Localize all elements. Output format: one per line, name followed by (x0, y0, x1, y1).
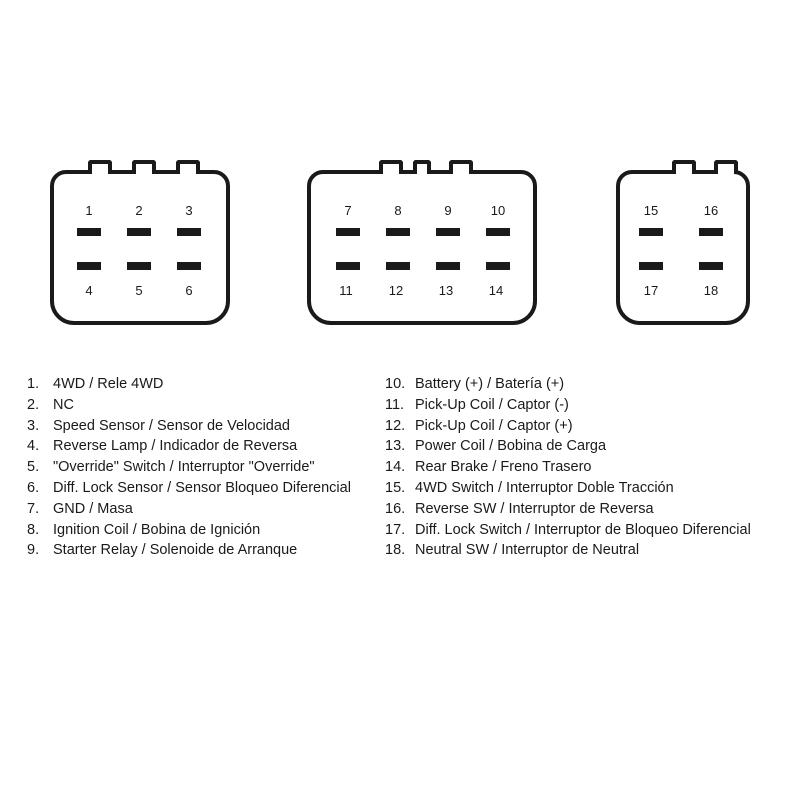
legend-item (385, 478, 785, 499)
legend-label: GND / Masa (53, 500, 133, 517)
pin-number: 9 (444, 203, 452, 218)
connector-8-pin (307, 150, 537, 330)
legend-label: Neutral SW / Interruptor de Neutral (415, 542, 640, 559)
legend-index: 10. (385, 376, 406, 392)
legend-label: Starter Relay / Solenoide de Arranque (53, 542, 298, 559)
tab-mask (718, 168, 734, 176)
legend-item (27, 540, 377, 561)
legend-item (385, 540, 785, 561)
pin-number: 13 (438, 283, 454, 298)
legend-label: Rear Brake / Freno Trasero (415, 459, 592, 476)
pin-number: 4 (85, 283, 93, 298)
pin-contact (77, 262, 101, 270)
legend-index: 3. (27, 417, 40, 434)
connectors-group (0, 150, 800, 350)
legend-item (385, 436, 785, 457)
pin-contact (177, 228, 201, 236)
legend-label: Pick-Up Coil / Captor (-) (415, 396, 569, 413)
legend-item (27, 416, 377, 437)
pin-contact (386, 228, 410, 236)
legend-column-left (27, 374, 377, 561)
legend-item (27, 457, 377, 478)
legend-index: 15. (385, 479, 406, 496)
pin-contact (336, 262, 360, 270)
pin-number: 18 (703, 283, 719, 298)
pin-contact (77, 228, 101, 236)
pin-contact (486, 228, 510, 236)
pin-number: 5 (135, 283, 143, 298)
pin-number: 11 (339, 283, 353, 298)
connector-body (50, 170, 230, 325)
legend-label: 4WD / Rele 4WD (53, 376, 164, 392)
legend-label: NC (53, 396, 74, 413)
legend-index: 6. (27, 479, 40, 496)
legend-label: "Override" Switch / Interruptor "Override" (53, 459, 315, 476)
tab-mask (92, 168, 108, 176)
legend-index: 8. (27, 521, 40, 538)
legend-index: 1. (27, 376, 40, 392)
pin-contact (639, 228, 663, 236)
legend-label: Reverse Lamp / Indicador de Reversa (53, 438, 298, 455)
legend-item (385, 457, 785, 478)
legend-index: 13. (385, 438, 406, 455)
legend-index: 14. (385, 459, 406, 476)
legend-index: 7. (27, 500, 40, 517)
tab-mask (180, 168, 196, 176)
legend-item (27, 395, 377, 416)
pin-contact (699, 262, 723, 270)
pin-number: 15 (643, 203, 659, 218)
pin-number: 1 (85, 203, 93, 218)
pin-contact (127, 262, 151, 270)
pin-contact (127, 228, 151, 236)
tab-mask (136, 168, 152, 176)
legend-item (27, 374, 377, 395)
legend-label: Reverse SW / Interruptor de Reversa (415, 500, 654, 517)
tab-mask (453, 168, 469, 176)
legend-item (385, 374, 785, 395)
legend-column-right (385, 374, 785, 561)
legend-item (27, 478, 377, 499)
connector-6-pin (50, 150, 230, 330)
connector-body (616, 170, 750, 325)
legend-item (27, 520, 377, 541)
pin-number: 12 (388, 283, 404, 298)
legend-index: 11. (385, 396, 405, 413)
legend-item (27, 499, 377, 520)
legend-index: 5. (27, 459, 40, 476)
legend-index: 4. (27, 438, 40, 455)
tab-mask (676, 168, 692, 176)
pin-number: 14 (488, 283, 504, 298)
connector-4-pin (616, 150, 750, 330)
pin-contact (336, 228, 360, 236)
pin-contact (436, 228, 460, 236)
connector-body (307, 170, 537, 325)
tab-mask (383, 168, 399, 176)
legend-index: 2. (27, 396, 40, 413)
legend-index: 16. (385, 500, 406, 517)
legend-index: 9. (27, 542, 40, 559)
legend-label: Speed Sensor / Sensor de Velocidad (53, 417, 290, 434)
legend-index: 17. (385, 521, 406, 538)
tab-mask (417, 168, 427, 176)
pin-contact (699, 228, 723, 236)
legend-label: Battery (+) / Batería (+) (415, 376, 565, 392)
pin-number: 16 (703, 203, 719, 218)
legend-label: Diff. Lock Sensor / Sensor Bloqueo Diferencial (53, 479, 351, 496)
legend-index: 18. (385, 542, 406, 559)
pin-contact (639, 262, 663, 270)
pin-number: 7 (344, 203, 352, 218)
pin-contact (436, 262, 460, 270)
legend-label: Diff. Lock Switch / Interruptor de Bloqueo Diferencial (415, 521, 751, 538)
pin-number: 2 (135, 203, 143, 218)
pin-number: 17 (643, 283, 659, 298)
legend-item (385, 520, 785, 541)
legend-label: Power Coil / Bobina de Carga (415, 438, 607, 455)
legend-item (385, 416, 785, 437)
pin-number: 8 (394, 203, 402, 218)
legend-item (385, 395, 785, 416)
pin-number: 6 (185, 283, 193, 298)
legend-label: Pick-Up Coil / Captor (+) (415, 417, 573, 434)
pin-contact (486, 262, 510, 270)
legend-item (385, 499, 785, 520)
legend-label: 4WD Switch / Interruptor Doble Tracción (415, 479, 674, 496)
pin-contact (386, 262, 410, 270)
pin-number: 3 (185, 203, 193, 218)
legend-index: 12. (385, 417, 406, 434)
legend-item (27, 436, 377, 457)
pin-contact (177, 262, 201, 270)
legend-label: Ignition Coil / Bobina de Ignición (53, 521, 261, 538)
pin-number: 10 (490, 203, 506, 218)
